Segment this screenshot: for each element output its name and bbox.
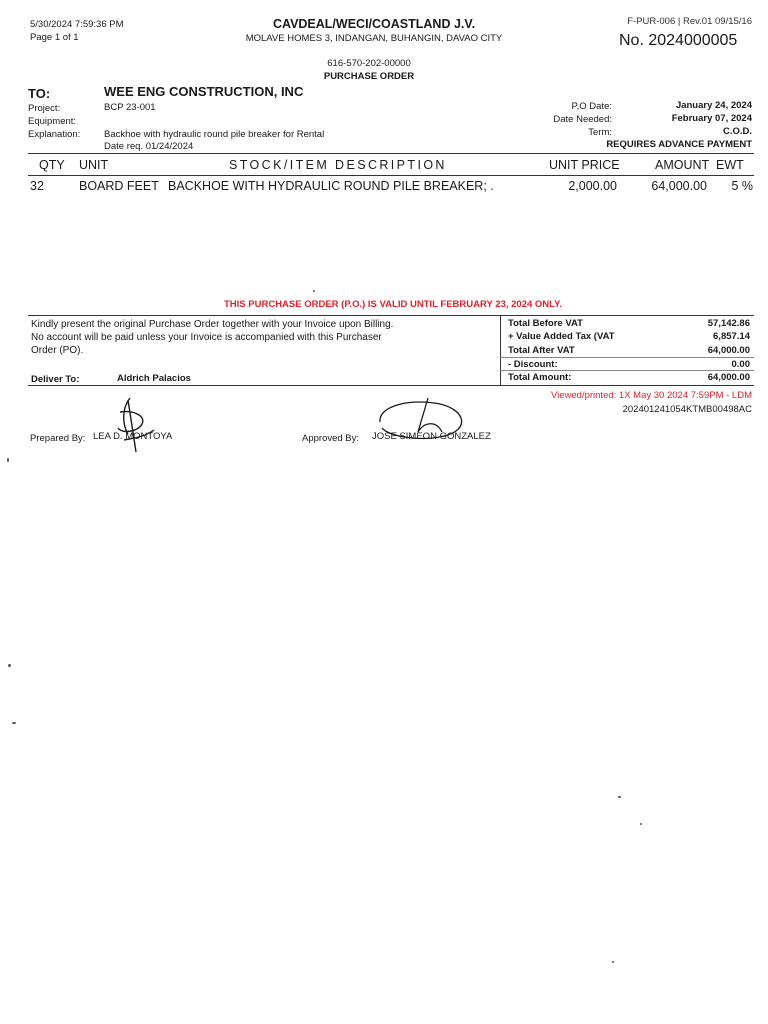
col-header-unit-price: UNIT PRICE	[549, 158, 620, 172]
col-header-amount: AMOUNT	[655, 158, 710, 172]
totals-rule-2	[500, 370, 754, 371]
deliver-to-label: Deliver To:	[31, 374, 80, 385]
total-after-vat-label: Total After VAT	[508, 345, 575, 356]
validity-notice: THIS PURCHASE ORDER (P.O.) IS VALID UNTIL FEBRUARY 23, 2024 ONLY.	[223, 299, 563, 310]
scan-speck	[7, 458, 9, 462]
company-name: CAVDEAL/WECI/COASTLAND J.V.	[272, 17, 476, 31]
row-description: BACKHOE WITH HYDRAULIC ROUND PILE BREAKER; .	[168, 179, 494, 193]
po-number: No. 2024000005	[619, 32, 738, 49]
vat-value: 6,857.14	[713, 331, 750, 342]
table-top-rule	[28, 153, 754, 154]
supplier-name: WEE ENG CONSTRUCTION, INC	[104, 84, 304, 99]
billing-note-line3: Order (PO).	[31, 345, 84, 356]
row-unit-price: 2,000.00	[568, 179, 617, 193]
vat-label: + Value Added Tax (VAT	[508, 331, 615, 342]
col-header-qty: QTY	[39, 158, 65, 172]
billing-note-line2: No account will be paid unless your Invoice is accompanied with this Purchaser	[31, 332, 382, 343]
reference-code: 202401241054KTMB00498AC	[622, 404, 752, 415]
po-date-label: P,O Date:	[571, 101, 612, 112]
scan-speck	[640, 823, 642, 825]
discount-value: 0.00	[731, 359, 750, 370]
table-header-rule	[28, 175, 754, 176]
total-amount-label: Total Amount:	[508, 372, 572, 383]
company-address: MOLAVE HOMES 3, INDANGAN, BUHANGIN, DAVAO CITY	[245, 33, 503, 44]
printed-datetime: 5/30/2024 7:59:36 PM	[30, 19, 124, 30]
prepared-by-signature	[100, 390, 180, 462]
billing-note-line1: Kindly present the original Purchase Order together with your Invoice upon Billing.	[31, 319, 394, 330]
term-label: Term:	[588, 127, 612, 138]
doc-type-title: PURCHASE ORDER	[323, 71, 415, 82]
equipment-label: Equipment:	[28, 116, 77, 127]
to-label: TO:	[28, 86, 51, 101]
total-after-vat-value: 64,000.00	[707, 345, 750, 356]
row-unit: BOARD FEET	[79, 179, 159, 193]
project-value: BCP 23-001	[104, 102, 156, 113]
approved-by-label: Approved By:	[302, 433, 360, 444]
date-needed-value: February 07, 2024	[671, 113, 752, 124]
row-amount: 64,000.00	[651, 179, 707, 193]
approved-by-signature	[370, 392, 490, 448]
company-tin: 616-570-202-00000	[327, 58, 411, 69]
billing-box-bottom-rule	[28, 385, 754, 386]
row-qty: 32	[30, 179, 44, 193]
col-header-unit: UNIT	[79, 158, 109, 172]
row-ewt: 5 %	[731, 179, 753, 193]
explanation-line1: Backhoe with hydraulic round pile breaker for Rental	[104, 129, 325, 140]
prepared-by-name: LEA D. MONTOYA	[93, 431, 173, 442]
total-before-vat-label: Total Before VAT	[508, 318, 583, 329]
explanation-label: Explanation:	[28, 129, 81, 140]
scan-speck	[313, 290, 315, 292]
scan-speck	[618, 796, 621, 798]
payment-note: REQUIRES ADVANCE PAYMENT	[606, 139, 752, 150]
viewed-printed-stamp: Viewed/printed: 1X May 30 2024 7:59PM - LDM	[550, 390, 752, 401]
col-header-ewt: EWT	[716, 158, 744, 172]
billing-box-top-rule	[28, 315, 754, 316]
date-needed-label: Date Needed:	[553, 114, 612, 125]
page-info: Page 1 of 1	[30, 32, 79, 43]
deliver-to-name: Aldrich Palacios	[117, 373, 191, 384]
explanation-line2: Date req. 01/24/2024	[104, 141, 194, 152]
billing-box-divider	[500, 315, 501, 385]
scan-speck	[612, 961, 614, 963]
approved-by-name: JOSE SIMEON GONZALEZ	[372, 431, 491, 442]
scan-speck	[8, 664, 11, 667]
prepared-by-label: Prepared By:	[30, 433, 86, 444]
project-label: Project:	[28, 103, 61, 114]
scan-speck	[12, 722, 16, 724]
col-header-description: STOCK/ITEM DESCRIPTION	[229, 158, 447, 172]
term-value: C.O.D.	[722, 126, 752, 137]
form-code: F-PUR-006 | Rev.01 09/15/16	[627, 16, 752, 27]
discount-label: - Discount:	[508, 359, 558, 370]
total-before-vat-value: 57,142.86	[707, 318, 750, 329]
po-date-value: January 24, 2024	[675, 100, 752, 111]
totals-rule	[500, 357, 754, 358]
total-amount-value: 64,000.00	[707, 372, 750, 383]
